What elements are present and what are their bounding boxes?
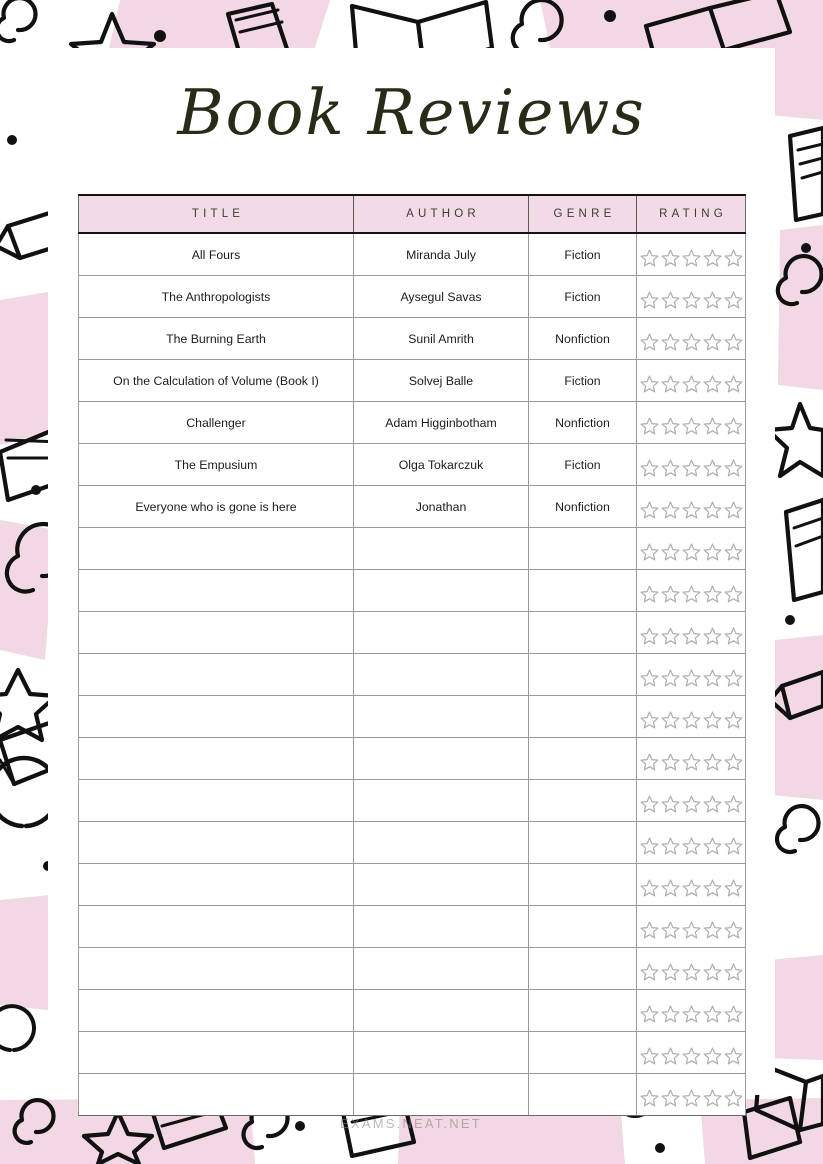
cell-title[interactable] bbox=[79, 570, 354, 612]
cell-author[interactable] bbox=[354, 948, 529, 990]
cell-author[interactable]: Jonathan bbox=[354, 486, 529, 528]
star-icon[interactable] bbox=[660, 626, 681, 646]
star-icon[interactable] bbox=[681, 374, 702, 394]
star-icon[interactable] bbox=[723, 794, 744, 814]
star-icon[interactable] bbox=[639, 374, 660, 394]
cell-title[interactable]: Challenger bbox=[79, 402, 354, 444]
star-icon[interactable] bbox=[639, 920, 660, 940]
star-icon[interactable] bbox=[702, 584, 723, 604]
cell-genre[interactable] bbox=[529, 654, 637, 696]
cell-author[interactable] bbox=[354, 696, 529, 738]
star-icon[interactable] bbox=[660, 290, 681, 310]
cell-rating[interactable] bbox=[637, 1074, 746, 1116]
star-icon[interactable] bbox=[681, 332, 702, 352]
rating-stars[interactable] bbox=[641, 615, 741, 654]
star-icon[interactable] bbox=[639, 626, 660, 646]
star-icon[interactable] bbox=[660, 500, 681, 520]
star-icon[interactable] bbox=[723, 668, 744, 688]
cell-rating[interactable] bbox=[637, 276, 746, 318]
cell-author[interactable] bbox=[354, 906, 529, 948]
star-icon[interactable] bbox=[702, 710, 723, 730]
cell-author[interactable]: Adam Higginbotham bbox=[354, 402, 529, 444]
star-icon[interactable] bbox=[681, 794, 702, 814]
star-icon[interactable] bbox=[660, 836, 681, 856]
table-row bbox=[79, 906, 746, 948]
star-icon[interactable] bbox=[681, 458, 702, 478]
cell-rating[interactable] bbox=[637, 612, 746, 654]
star-icon[interactable] bbox=[660, 332, 681, 352]
rating-stars[interactable] bbox=[641, 993, 741, 1032]
table-row bbox=[79, 486, 746, 528]
cell-author[interactable] bbox=[354, 738, 529, 780]
star-icon[interactable] bbox=[681, 1004, 702, 1024]
table-row bbox=[79, 233, 746, 276]
star-icon[interactable] bbox=[660, 752, 681, 772]
cell-genre[interactable]: Fiction bbox=[529, 360, 637, 402]
rating-stars[interactable] bbox=[641, 573, 741, 612]
rating-stars[interactable] bbox=[641, 741, 741, 780]
cell-author[interactable] bbox=[354, 612, 529, 654]
star-icon[interactable] bbox=[702, 416, 723, 436]
cell-genre[interactable] bbox=[529, 990, 637, 1032]
cell-genre[interactable] bbox=[529, 780, 637, 822]
cell-title[interactable] bbox=[79, 654, 354, 696]
cell-genre[interactable] bbox=[529, 822, 637, 864]
cell-rating[interactable] bbox=[637, 696, 746, 738]
cell-genre[interactable] bbox=[529, 612, 637, 654]
star-icon[interactable] bbox=[639, 1046, 660, 1066]
star-icon[interactable] bbox=[639, 416, 660, 436]
table-row bbox=[79, 654, 746, 696]
rating-stars[interactable] bbox=[641, 363, 741, 402]
table-row bbox=[79, 360, 746, 402]
cell-title[interactable] bbox=[79, 906, 354, 948]
star-icon[interactable] bbox=[681, 752, 702, 772]
cell-author[interactable]: Miranda July bbox=[354, 233, 529, 276]
star-icon[interactable] bbox=[660, 584, 681, 604]
cell-author[interactable]: Sunil Amrith bbox=[354, 318, 529, 360]
star-icon[interactable] bbox=[723, 962, 744, 982]
cell-rating[interactable] bbox=[637, 738, 746, 780]
rating-stars[interactable] bbox=[641, 489, 741, 528]
star-icon[interactable] bbox=[660, 668, 681, 688]
star-icon[interactable] bbox=[702, 290, 723, 310]
rating-stars[interactable] bbox=[641, 405, 741, 444]
column-header-genre[interactable]: GENRE bbox=[529, 195, 637, 233]
table-row bbox=[79, 1032, 746, 1074]
table-header-row bbox=[79, 195, 746, 233]
star-icon[interactable] bbox=[639, 248, 660, 268]
cell-genre[interactable] bbox=[529, 864, 637, 906]
paper-card bbox=[48, 48, 775, 1095]
cell-rating[interactable] bbox=[637, 570, 746, 612]
rating-stars[interactable] bbox=[641, 699, 741, 738]
star-icon[interactable] bbox=[723, 1046, 744, 1066]
star-icon[interactable] bbox=[639, 668, 660, 688]
table-row bbox=[79, 990, 746, 1032]
table-row bbox=[79, 1074, 746, 1116]
column-header-author[interactable]: AUTHOR bbox=[354, 195, 529, 233]
table-row bbox=[79, 318, 746, 360]
book-reviews-table bbox=[78, 194, 746, 1116]
star-icon[interactable] bbox=[702, 878, 723, 898]
cell-title[interactable] bbox=[79, 864, 354, 906]
cell-genre[interactable] bbox=[529, 570, 637, 612]
star-icon[interactable] bbox=[702, 752, 723, 772]
star-icon[interactable] bbox=[681, 500, 702, 520]
cell-rating[interactable] bbox=[637, 906, 746, 948]
cell-author[interactable] bbox=[354, 780, 529, 822]
star-icon[interactable] bbox=[723, 710, 744, 730]
cell-rating[interactable] bbox=[637, 654, 746, 696]
table-row bbox=[79, 822, 746, 864]
cell-author[interactable] bbox=[354, 1074, 529, 1116]
star-icon[interactable] bbox=[639, 794, 660, 814]
rating-stars[interactable] bbox=[641, 321, 741, 360]
cell-author[interactable] bbox=[354, 864, 529, 906]
star-icon[interactable] bbox=[702, 248, 723, 268]
star-icon[interactable] bbox=[723, 1004, 744, 1024]
star-icon[interactable] bbox=[681, 962, 702, 982]
star-icon[interactable] bbox=[702, 500, 723, 520]
cell-rating[interactable] bbox=[637, 990, 746, 1032]
cell-author[interactable] bbox=[354, 528, 529, 570]
star-icon[interactable] bbox=[660, 794, 681, 814]
star-icon[interactable] bbox=[639, 1088, 660, 1108]
cell-author[interactable]: Aysegul Savas bbox=[354, 276, 529, 318]
cell-author[interactable]: Solvej Balle bbox=[354, 360, 529, 402]
star-icon[interactable] bbox=[702, 836, 723, 856]
table-row bbox=[79, 528, 746, 570]
star-icon[interactable] bbox=[639, 290, 660, 310]
star-icon[interactable] bbox=[681, 1046, 702, 1066]
star-icon[interactable] bbox=[702, 1088, 723, 1108]
cell-author[interactable] bbox=[354, 570, 529, 612]
cell-genre[interactable]: Nonfiction bbox=[529, 402, 637, 444]
cell-author[interactable]: Olga Tokarczuk bbox=[354, 444, 529, 486]
column-header-rating[interactable]: RATING bbox=[637, 195, 746, 233]
column-header-title[interactable]: TITLE bbox=[79, 195, 354, 233]
table-row bbox=[79, 612, 746, 654]
star-icon[interactable] bbox=[681, 542, 702, 562]
star-icon[interactable] bbox=[639, 584, 660, 604]
star-icon[interactable] bbox=[702, 668, 723, 688]
star-icon[interactable] bbox=[723, 752, 744, 772]
cell-title[interactable]: The Burning Earth bbox=[79, 318, 354, 360]
cell-rating[interactable] bbox=[637, 318, 746, 360]
table-row bbox=[79, 738, 746, 780]
star-icon[interactable] bbox=[702, 1004, 723, 1024]
cell-rating[interactable] bbox=[637, 444, 746, 486]
star-icon[interactable] bbox=[639, 878, 660, 898]
star-icon[interactable] bbox=[681, 878, 702, 898]
table-body bbox=[79, 233, 746, 1116]
star-icon[interactable] bbox=[681, 626, 702, 646]
rating-stars[interactable] bbox=[641, 951, 741, 990]
cell-genre[interactable]: Fiction bbox=[529, 444, 637, 486]
rating-stars[interactable] bbox=[641, 909, 741, 948]
cell-title[interactable]: On the Calculation of Volume (Book I) bbox=[79, 360, 354, 402]
star-icon[interactable] bbox=[660, 458, 681, 478]
cell-genre[interactable]: Fiction bbox=[529, 276, 637, 318]
star-icon[interactable] bbox=[681, 836, 702, 856]
star-icon[interactable] bbox=[660, 1088, 681, 1108]
cell-rating[interactable] bbox=[637, 486, 746, 528]
rating-stars[interactable] bbox=[641, 657, 741, 696]
star-icon[interactable] bbox=[723, 920, 744, 940]
cell-title[interactable]: Everyone who is gone is here bbox=[79, 486, 354, 528]
cell-rating[interactable] bbox=[637, 528, 746, 570]
table-row bbox=[79, 780, 746, 822]
star-icon[interactable] bbox=[702, 374, 723, 394]
cell-genre[interactable] bbox=[529, 1032, 637, 1074]
rating-stars[interactable] bbox=[641, 825, 741, 864]
cell-title[interactable] bbox=[79, 948, 354, 990]
star-icon[interactable] bbox=[639, 962, 660, 982]
star-icon[interactable] bbox=[639, 836, 660, 856]
cell-genre[interactable] bbox=[529, 1074, 637, 1116]
star-icon[interactable] bbox=[702, 332, 723, 352]
cell-author[interactable] bbox=[354, 822, 529, 864]
cell-genre[interactable]: Nonfiction bbox=[529, 318, 637, 360]
star-icon[interactable] bbox=[660, 248, 681, 268]
cell-rating[interactable] bbox=[637, 233, 746, 276]
star-icon[interactable] bbox=[639, 458, 660, 478]
cell-rating[interactable] bbox=[637, 948, 746, 990]
cell-genre[interactable] bbox=[529, 528, 637, 570]
star-icon[interactable] bbox=[681, 1088, 702, 1108]
cell-genre[interactable] bbox=[529, 948, 637, 990]
star-icon[interactable] bbox=[660, 962, 681, 982]
cell-rating[interactable] bbox=[637, 1032, 746, 1074]
cell-rating[interactable] bbox=[637, 822, 746, 864]
rating-stars[interactable] bbox=[641, 531, 741, 570]
rating-stars[interactable] bbox=[641, 783, 741, 822]
star-icon[interactable] bbox=[723, 626, 744, 646]
star-icon[interactable] bbox=[639, 542, 660, 562]
star-icon[interactable] bbox=[702, 920, 723, 940]
cell-genre[interactable] bbox=[529, 738, 637, 780]
cell-author[interactable] bbox=[354, 990, 529, 1032]
star-icon[interactable] bbox=[723, 290, 744, 310]
star-icon[interactable] bbox=[639, 1004, 660, 1024]
cell-title[interactable] bbox=[79, 822, 354, 864]
star-icon[interactable] bbox=[723, 332, 744, 352]
rating-stars[interactable] bbox=[641, 237, 741, 276]
star-icon[interactable] bbox=[723, 584, 744, 604]
star-icon[interactable] bbox=[702, 1046, 723, 1066]
star-icon[interactable] bbox=[723, 542, 744, 562]
star-icon[interactable] bbox=[660, 920, 681, 940]
star-icon[interactable] bbox=[639, 752, 660, 772]
star-icon[interactable] bbox=[639, 332, 660, 352]
star-icon[interactable] bbox=[723, 374, 744, 394]
cell-title[interactable] bbox=[79, 528, 354, 570]
rating-stars[interactable] bbox=[641, 1035, 741, 1074]
star-icon[interactable] bbox=[723, 1088, 744, 1108]
cell-title[interactable]: The Empusium bbox=[79, 444, 354, 486]
star-icon[interactable] bbox=[681, 290, 702, 310]
page-title: Book Reviews bbox=[177, 76, 646, 149]
star-icon[interactable] bbox=[702, 794, 723, 814]
star-icon[interactable] bbox=[723, 458, 744, 478]
star-icon[interactable] bbox=[660, 710, 681, 730]
cell-genre[interactable] bbox=[529, 696, 637, 738]
star-icon[interactable] bbox=[681, 710, 702, 730]
star-icon[interactable] bbox=[702, 458, 723, 478]
star-icon[interactable] bbox=[639, 500, 660, 520]
star-icon[interactable] bbox=[702, 962, 723, 982]
cell-title[interactable] bbox=[79, 990, 354, 1032]
star-icon[interactable] bbox=[702, 542, 723, 562]
table-row bbox=[79, 570, 746, 612]
table-row bbox=[79, 864, 746, 906]
star-icon[interactable] bbox=[660, 542, 681, 562]
star-icon[interactable] bbox=[660, 374, 681, 394]
cell-title[interactable] bbox=[79, 1032, 354, 1074]
star-icon[interactable] bbox=[723, 836, 744, 856]
table-row bbox=[79, 444, 746, 486]
rating-stars[interactable] bbox=[641, 279, 741, 318]
cell-title[interactable] bbox=[79, 1074, 354, 1116]
cell-rating[interactable] bbox=[637, 864, 746, 906]
star-icon[interactable] bbox=[681, 416, 702, 436]
cell-title[interactable] bbox=[79, 780, 354, 822]
star-icon[interactable] bbox=[660, 1004, 681, 1024]
rating-stars[interactable] bbox=[641, 867, 741, 906]
star-icon[interactable] bbox=[723, 248, 744, 268]
star-icon[interactable] bbox=[681, 584, 702, 604]
star-icon[interactable] bbox=[660, 878, 681, 898]
table-row bbox=[79, 402, 746, 444]
star-icon[interactable] bbox=[660, 1046, 681, 1066]
cell-title[interactable]: The Anthropologists bbox=[79, 276, 354, 318]
star-icon[interactable] bbox=[639, 710, 660, 730]
rating-stars[interactable] bbox=[641, 1077, 741, 1116]
star-icon[interactable] bbox=[681, 248, 702, 268]
watermark-text: EXAMS.NEAT.NET bbox=[340, 1116, 482, 1131]
star-icon[interactable] bbox=[702, 626, 723, 646]
rating-stars[interactable] bbox=[641, 447, 741, 486]
table-row bbox=[79, 948, 746, 990]
star-icon[interactable] bbox=[660, 416, 681, 436]
star-icon[interactable] bbox=[723, 500, 744, 520]
cell-rating[interactable] bbox=[637, 402, 746, 444]
cell-author[interactable] bbox=[354, 654, 529, 696]
cell-genre[interactable]: Nonfiction bbox=[529, 486, 637, 528]
table-row bbox=[79, 696, 746, 738]
cell-title[interactable]: All Fours bbox=[79, 233, 354, 276]
table-row bbox=[79, 276, 746, 318]
star-icon[interactable] bbox=[681, 920, 702, 940]
cell-rating[interactable] bbox=[637, 780, 746, 822]
star-icon[interactable] bbox=[681, 668, 702, 688]
cell-author[interactable] bbox=[354, 1032, 529, 1074]
cell-title[interactable] bbox=[79, 696, 354, 738]
cell-title[interactable] bbox=[79, 738, 354, 780]
star-icon[interactable] bbox=[723, 878, 744, 898]
cell-genre[interactable] bbox=[529, 906, 637, 948]
star-icon[interactable] bbox=[723, 416, 744, 436]
cell-genre[interactable]: Fiction bbox=[529, 233, 637, 276]
cell-rating[interactable] bbox=[637, 360, 746, 402]
cell-title[interactable] bbox=[79, 612, 354, 654]
